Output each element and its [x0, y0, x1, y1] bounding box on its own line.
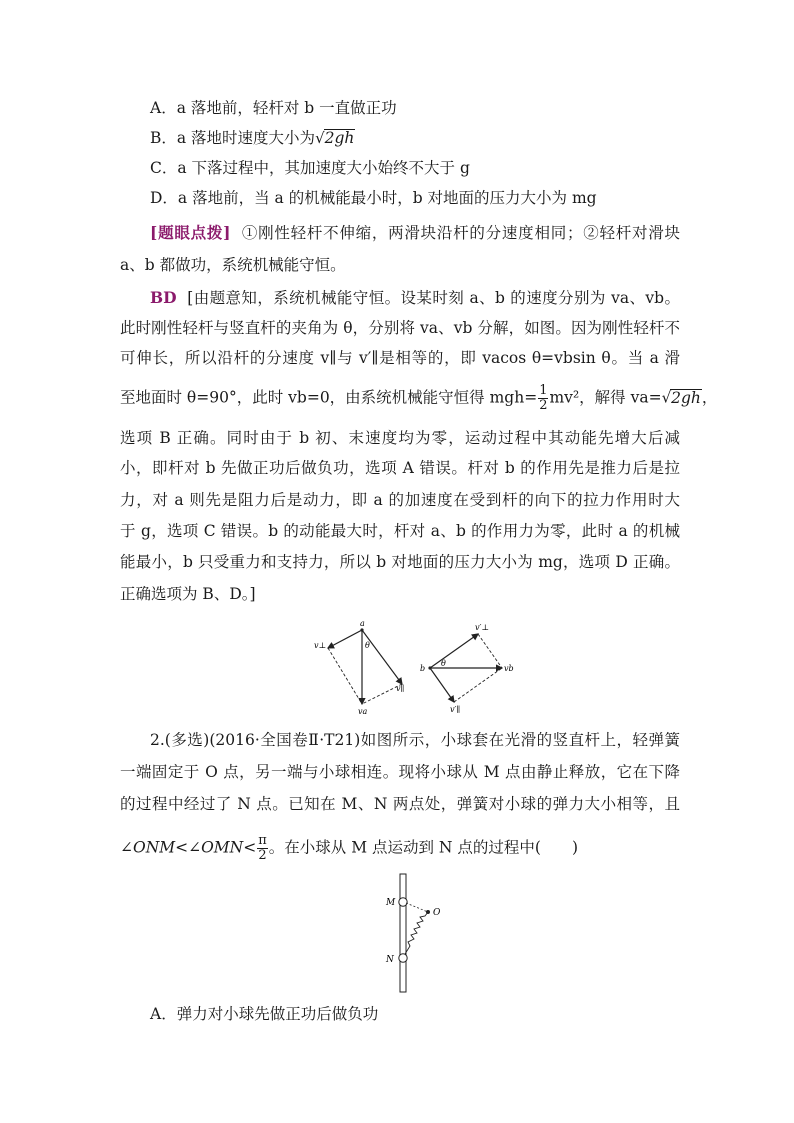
answer-radicand: 2gh [671, 388, 701, 407]
label-b: b [420, 664, 426, 673]
question2-fraction [257, 834, 268, 863]
option-b: B．a 落地时速度大小为√2gh [150, 129, 355, 147]
diagram-a [314, 619, 404, 716]
label-o: O [433, 908, 441, 918]
label-va: va [358, 707, 368, 716]
hint-text-1: ①刚性轻杆不伸缩，两滑块沿杆的分速度相同；②轻杆对滑块 [241, 224, 680, 242]
option-b-text: B．a 落地时速度大小为 [150, 129, 316, 147]
fraction-denominator: 2 [539, 398, 548, 413]
label-v-par-prime: v′∥ [450, 705, 461, 714]
answer-fraction [538, 384, 548, 413]
hint-line-1 [150, 223, 680, 243]
spring [405, 912, 428, 954]
label-v-perp-prime: v′⊥ [475, 623, 489, 632]
question2-line-4-end: 。在小球从 M 点运动到 N 点的过程中( ) [268, 838, 579, 857]
answer-line-5: 选项 B 正确。同时由于 b 初、末速度均为零，运动过程中其动能先增大后减 [120, 429, 680, 447]
option-b-radicand: 2gh [324, 129, 355, 147]
question2-option-a: A．弹力对小球先做正功后做负功 [150, 1005, 379, 1023]
option-a: A．a 落地前，轻杆对 b 一直做正功 [150, 99, 397, 117]
label-vb: vb [504, 664, 514, 673]
fraction-numerator: 1 [539, 383, 548, 398]
answer-line-8: 于 g，选项 C 错误。b 的动能最大时，杆对 a、b 的作用力为零，此时 a 的机械 [120, 522, 680, 540]
option-c: C．a 下落过程中，其加速度大小始终不大于 g [150, 159, 470, 177]
answer-line-6: 小，即杆对 b 先做正功后做负功，选项 A 错误。杆对 b 的作用先是推力后是拉 [120, 459, 680, 477]
answer-key: BD [150, 288, 177, 307]
label-theta-b: θ [441, 659, 446, 668]
question2-line-4 [120, 834, 680, 863]
question2-angle-text: ∠ONM<∠OMN< [120, 838, 257, 857]
label-v-par: v∥ [396, 684, 405, 693]
answer-line-9: 能最小，b 只受重力和支持力，所以 b 对地面的压力大小为 mg，选项 D 正确。 [120, 553, 680, 571]
spring-rod-figure [380, 872, 450, 994]
question2-line-3: 的过程中经过了 N 点。已知在 M、N 两点处，弹簧对小球的弹力大小相等，且 [120, 795, 680, 813]
answer-line-4-pre: 至地面时 θ=90°，此时 vb=0，由系统机械能守恒得 mgh= [120, 388, 538, 407]
label-n: N [386, 955, 394, 965]
vertical-rod [400, 874, 406, 992]
label-a: a [360, 619, 365, 628]
answer-line-2: 此时刚性轻杆与竖直杆的夹角为 θ，分别将 va、vb 分解，如图。因为刚性轻杆不 [120, 319, 680, 337]
velocity-decomposition-figure [310, 618, 520, 718]
question2-line-2: 一端固定于 O 点，另一端与小球相连。现将小球从 M 点由静止释放，它在下降 [120, 763, 680, 781]
option-d: D．a 落地前，当 a 的机械能最小时，b 对地面的压力大小为 mg [150, 189, 597, 207]
answer-text-1: [由题意知，系统机械能守恒。设某时刻 a、b 的速度分别为 va、vb。 [187, 289, 681, 307]
answer-line-3: 可伸长，所以沿杆的分速度 v∥与 v′∥是相等的，即 vacos θ=vbsin θ。当 a 滑 [120, 349, 680, 367]
answer-line-4-end: ， [701, 388, 718, 407]
label-theta-a: θ [365, 641, 370, 650]
answer-line-1 [150, 288, 680, 308]
answer-line-4: 至地面时 θ=90°，此时 vb=0，由系统机械能守恒得 mgh= $\frac{1}{2}$ mv²，解得 va=√2gh， [120, 383, 718, 413]
label-m: M [386, 898, 396, 908]
question2-fraction-numerator: π [258, 833, 267, 848]
label-v-perp: v⊥ [314, 641, 327, 650]
hint-tag: [题眼点拨] [150, 223, 231, 242]
question2-line-1: 2.(多选)(2016·全国卷Ⅱ·T21)如图所示，小球套在光滑的竖直杆上，轻弹簧 [150, 731, 680, 749]
hint-line-2: a、b 都做功，系统机械能守恒。 [120, 256, 346, 274]
answer-line-10: 正确选项为 B、D。] [120, 585, 256, 603]
diagram-b [420, 623, 514, 714]
ball-n [399, 954, 407, 962]
answer-line-4-mid: mv²，解得 va= [549, 388, 662, 407]
question2-fraction-denominator: 2 [258, 848, 267, 863]
ball-m [399, 898, 407, 906]
answer-line-7: 力，对 a 则先是阻力后是动力，即 a 的加速度在受到杆的向下的拉力作用时大 [120, 491, 680, 509]
